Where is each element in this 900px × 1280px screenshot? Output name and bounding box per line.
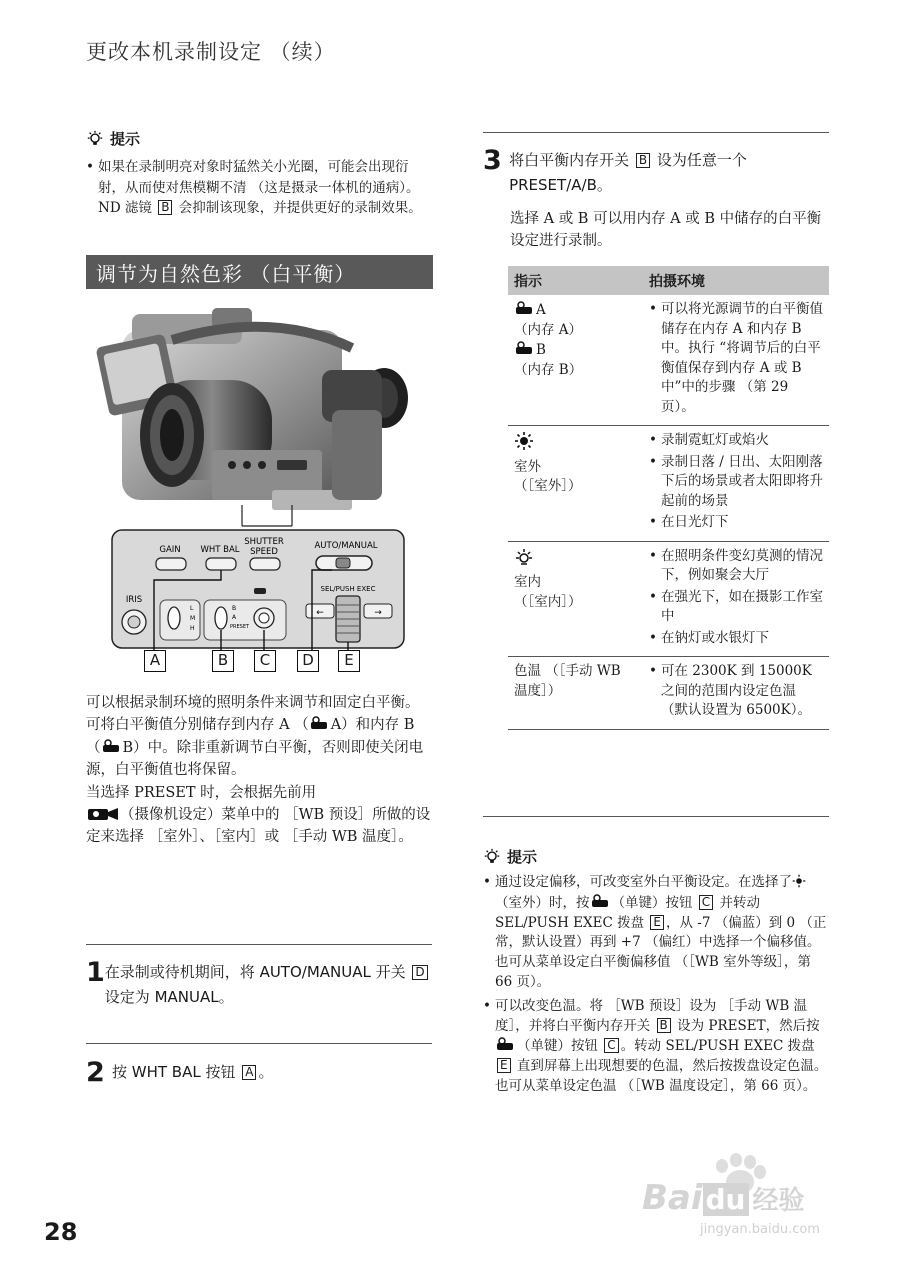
bulb-indoor-icon (514, 547, 534, 567)
environment-cell: • 在照明条件变幻莫测的情况下，例如聚会大厅 • 在强光下，如在摄影工作室中 • 在钠灯或水银灯下 (643, 541, 829, 657)
table-row (508, 295, 829, 426)
key-d-label: D (412, 965, 427, 980)
environment-cell: • 可在 2300K 到 15000K 之间的范围内设定色温 （默认设置为 6500K）。 (643, 657, 829, 730)
sun-icon (792, 874, 806, 888)
wb-memory-icon (514, 340, 536, 356)
key-e-label: E (650, 915, 664, 930)
tip-heading (86, 128, 431, 149)
svg-text:←: ← (316, 608, 324, 618)
step-text: 按 WHT BAL 按钮 A 。 (112, 1063, 274, 1081)
table-row (508, 657, 829, 730)
tip-item: • 通过设定偏移，可改变室外白平衡设定。在选择了（室外）时，按 （单键）按钮 C 并转动 SEL/PUSH EXEC 拨盘 E ，从 -7 （偏蓝）到 0 （正常，默认设置）再到 +7 （偏红）中选择一个偏移值。也可从菜单设定白平衡偏移值 （［WB 室外等级］，第 66 页）。 (483, 873, 829, 993)
key-b-label: B (636, 153, 650, 168)
table-header-indicator: 指示 (508, 266, 643, 295)
shutter-label: SHUTTER (244, 537, 284, 547)
step-3 (483, 146, 829, 198)
speed-label: SPEED (250, 547, 278, 557)
step-number: 1 (86, 957, 105, 988)
indicator-cell: 室外 （［室外］） (508, 426, 643, 542)
camera-body (95, 308, 408, 510)
callout-d: D (297, 650, 319, 672)
callout-e: E (338, 650, 360, 672)
camera-settings-icon (86, 806, 120, 822)
white-balance-table (508, 266, 829, 730)
tip-left (86, 128, 431, 219)
step-text: 在录制或待机期间，将 AUTO/MANUAL 开关 D 设定为 MANUAL。 (105, 958, 432, 1010)
shutter-button (250, 558, 280, 570)
table-row (508, 541, 829, 657)
svg-text:B: B (232, 605, 237, 612)
tip-heading-text: 提示 (507, 848, 538, 866)
divider (86, 1043, 432, 1044)
key-e-label: E (497, 1058, 511, 1073)
callout-a: A (144, 650, 166, 672)
callout-b: B (212, 650, 234, 672)
watermark-brand: Bai du 经验 (642, 1178, 805, 1218)
key-b-label: B (657, 1018, 671, 1033)
table-header-environment: 拍摄环境 (643, 266, 829, 295)
sun-icon (514, 431, 534, 451)
environment-cell: • 录制霓虹灯或焰火 • 录制日落 / 日出、太阳刚落下后的场景或者太阳即将升起前的场景 • 在日光灯下 (643, 426, 829, 542)
key-b-label: B (158, 200, 172, 215)
control-panel (112, 530, 404, 650)
auto-manual-label: AUTO/MANUAL (314, 541, 378, 551)
wht-bal-button (206, 558, 236, 570)
indicator-cell: 色温 （［手动 WB 温度］） (508, 657, 643, 730)
key-a-label: A (242, 1065, 256, 1080)
page-header: 更改本机录制设定 （续） (86, 40, 336, 64)
svg-text:L: L (190, 605, 194, 612)
step-3-description: 选择 A 或 B 可以用内存 A 或 B 中储存的白平衡设定进行录制。 (510, 211, 822, 249)
table-row (508, 426, 829, 542)
body-text (86, 692, 431, 849)
tip-heading (483, 846, 829, 867)
sel-push-exec-label: SEL/PUSH EXEC (320, 585, 376, 593)
gain-button (156, 558, 186, 570)
camcorder-illustration (92, 300, 422, 672)
callout-c: C (254, 650, 276, 672)
wb-memory-switch (215, 607, 227, 629)
tip-right (483, 846, 829, 1097)
lightbulb-icon (483, 848, 501, 866)
indicator-cell: A （内存 A） B （内存 B） (508, 295, 643, 426)
table-header-row (508, 266, 829, 295)
wb-one-push-icon (309, 715, 331, 731)
tip-heading-text: 提示 (110, 130, 141, 148)
step-number: 3 (483, 145, 502, 176)
iris-label: IRIS (125, 595, 143, 605)
svg-text:M: M (190, 615, 196, 622)
wht-bal-label: WHT BAL (200, 545, 240, 555)
wb-memory-icon (514, 300, 536, 316)
step-number: 2 (86, 1057, 105, 1088)
step-text: 将白平衡内存开关 B 设为任意一个 PRESET/A/B。 (509, 151, 747, 194)
divider (483, 132, 829, 133)
watermark-url: jingyan.baidu.com (700, 1222, 820, 1237)
watermark (640, 1152, 840, 1237)
step-1 (86, 958, 432, 1010)
body-line-3: 当选择 PRESET 时，会根据先前用 （摄像机设定）菜单中的 ［WB 预设］所做的设定来选择 ［室外］、［室内］或 ［手动 WB 温度］。 (86, 784, 431, 846)
key-c-label: C (699, 895, 713, 910)
divider (483, 816, 829, 817)
callout-labels (142, 650, 382, 674)
body-line-2: 可将白平衡值分别储存到内存 A （ A）和内存 B （ B）中。除非重新调节白平衡，否则即使关闭电源，白平衡值也将保留。 (86, 717, 424, 779)
body-line-1: 可以根据录制环境的照明条件来调节和固定白平衡。 (86, 695, 420, 711)
tip-item: • 如果在录制明亮对象时猛然关小光圈，可能会出现衍射，从而使对焦模糊不清 （这是摄录一体机的通病）。ND 滤镜 B 会抑制该现象，并提供更好的录制效果。 (86, 157, 431, 219)
divider (86, 944, 432, 945)
step-2 (86, 1058, 432, 1088)
lightbulb-icon (86, 130, 104, 148)
gain-label: GAIN (159, 545, 181, 555)
svg-text:→: → (374, 608, 382, 618)
indicator-cell: 室内 （［室内］） (508, 541, 643, 657)
svg-text:A: A (232, 614, 237, 621)
svg-text:H: H (190, 625, 195, 632)
svg-text:PRESET: PRESET (230, 624, 250, 630)
wb-one-push-icon (495, 1036, 517, 1052)
page-number: 28 (44, 1218, 78, 1246)
tip-item: • 可以改变色温。将 ［WB 预设］设为 ［手动 WB 温度］，并将白平衡内存开关 B 设为 PRESET，然后按（单键）按钮 C 。转动 SEL/PUSH EXEC 拨盘 E 直到屏幕上出现想要的色温，然后按拨盘设定色温。也可从菜单设定色温 （［WB 温度设定］，第 66 页）。 (483, 997, 829, 1097)
key-c-label: C (604, 1038, 618, 1053)
environment-cell: • 可以将光源调节的白平衡值储存在内存 A 和内存 B 中。执行 “将调节后的白平衡值保存到内存 A 或 B 中”中的步骤 （第 29 页）。 (643, 295, 829, 426)
section-title: 调节为自然色彩 （白平衡） (86, 255, 433, 289)
wb-one-push-icon (101, 738, 123, 754)
wb-one-push-icon (590, 893, 612, 909)
